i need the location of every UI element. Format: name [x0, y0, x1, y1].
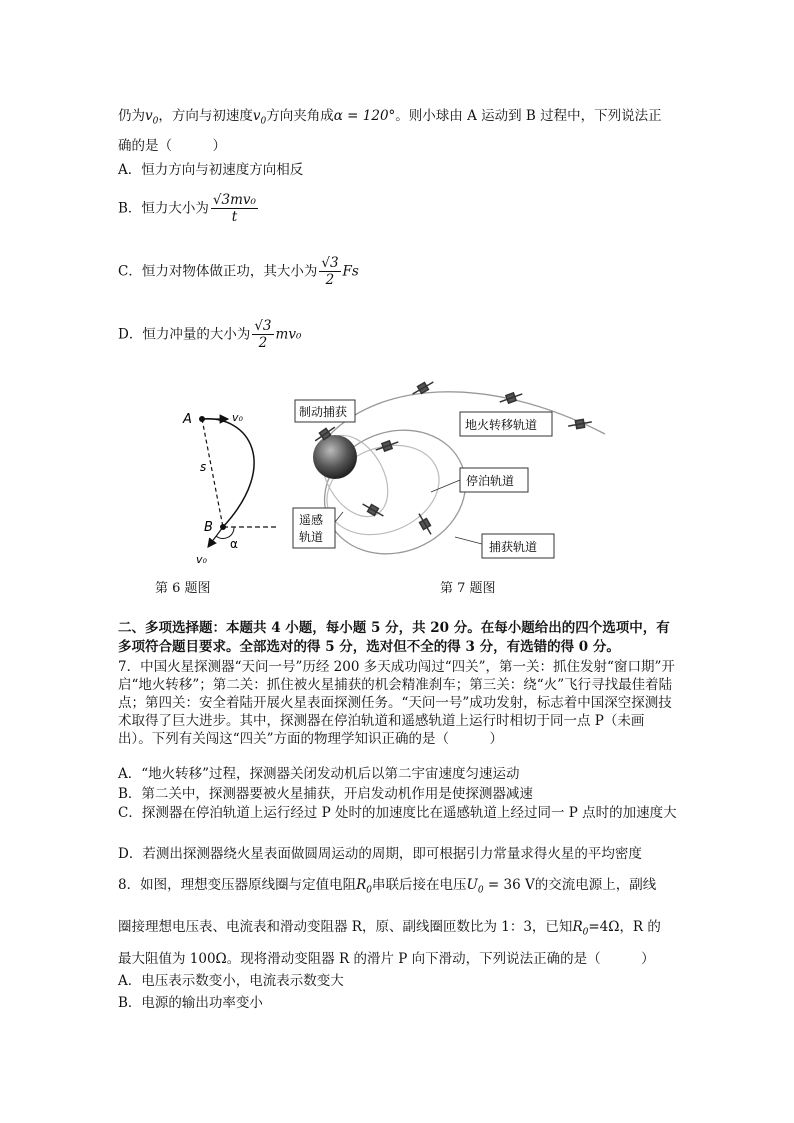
q8-line1-mid: 串联后接在电压	[372, 877, 467, 893]
fraction-numerator: √3	[321, 255, 339, 271]
r0-symbol-2: $R_0$	[572, 919, 589, 938]
fraction-denominator: t	[231, 209, 238, 225]
q8-option-a: A．电压表示数变小，电流表示数变大	[118, 973, 344, 989]
mars-planet	[313, 435, 357, 479]
label-brake: 制动捕获	[299, 405, 348, 419]
figure-6-caption: 第 6 题图	[155, 581, 211, 596]
q6-stem-mid2: 方向夹角成	[266, 108, 334, 124]
q6-alpha-value: α = 120°	[333, 108, 396, 124]
u0-value: = 36 V	[483, 877, 535, 893]
pointer-line	[431, 480, 460, 492]
q6-option-b-fraction	[211, 192, 258, 225]
label-b: B	[204, 520, 213, 535]
q6-option-c-post: Fs	[342, 263, 359, 280]
section2-heading-line2: 多项符合题目要求。全部选对的得 5 分，选对但不全的得 3 分，有选错的得 0 分。	[118, 639, 620, 655]
q7-option-a: A．“地火转移”过程，探测器关闭发动机后以第二宇宙速度匀速运动	[118, 766, 520, 782]
trajectory-curve	[202, 419, 254, 527]
q6-stem-post: 。则小球由 A 运动到 B 过程中，下列说法正	[395, 108, 662, 124]
label-parking: 停泊轨道	[466, 474, 515, 488]
section2-heading-line1: 二、多项选择题：本题共 4 小题，每小题 5 分，共 20 分。在每小题给出的四个选项中，有	[118, 620, 670, 636]
r0-value: =4Ω	[588, 919, 620, 935]
label-alpha: α	[230, 537, 238, 551]
fraction-denominator: 2	[258, 335, 268, 351]
q6-option-b-text: B．恒力大小为	[118, 200, 209, 217]
q6-option-c-fraction	[319, 255, 340, 288]
label-capture: 捕获轨道	[489, 540, 538, 554]
r0-symbol: $R_0$	[356, 877, 372, 896]
q6-option-d-post: mv₀	[275, 326, 302, 343]
q6-stem-line2: 确的是（ ）	[118, 138, 226, 154]
q8-line2-pre: 圈接理想电压表、电流表和滑动变阻器 R，原、副线圈匝数比为 1：3，已知	[118, 919, 573, 935]
label-v0-top: v₀	[232, 411, 243, 424]
fraction-numerator: √3	[254, 318, 272, 334]
q6-stem-line1	[118, 107, 662, 131]
q6-stem-mid: ，方向与初速度	[158, 108, 253, 124]
q8-line2-post: ，R 的	[619, 919, 661, 935]
label-transfer: 地火转移轨道	[465, 418, 538, 432]
q8-line1-post: 的交流电源上，副线	[534, 877, 657, 893]
label-remote-1: 遥感	[299, 513, 324, 527]
fraction-denominator: 2	[325, 272, 335, 288]
q8-stem-line3: 最大阻值为 100Ω。现将滑动变阻器 R 的滑片 P 向下滑动，下列说法正确的是（ ）	[118, 951, 655, 967]
q6-option-c	[118, 255, 359, 288]
label-remote-2: 轨道	[299, 530, 324, 544]
figure-7-caption: 第 7 题图	[440, 581, 496, 596]
u0-symbol: $U_0$	[466, 877, 484, 896]
q7-option-c: C．探测器在停泊轨道上运行经过 P 处时的加速度比在遥感轨道上经过同一 P 点时的加速度大	[118, 805, 677, 821]
figure-7	[285, 372, 615, 572]
label-v0-bottom: v₀	[196, 553, 207, 566]
fraction-numerator: √3mv₀	[212, 192, 256, 208]
q7-option-d: D．若测出探测器绕火星表面做圆周运动的周期，即可根据引力常量求得火星的平均密度	[118, 846, 642, 862]
q8-line1-pre: 8．如图，理想变压器原线圈与定值电阻	[118, 877, 357, 893]
figure-6	[170, 395, 290, 570]
q6-option-d	[118, 318, 301, 351]
pointer-line	[455, 537, 482, 544]
q6-option-d-fraction	[252, 318, 273, 351]
pointer-line	[335, 512, 343, 522]
v0-symbol: $v_0$	[145, 108, 159, 127]
q6-option-a: A．恒力方向与初速度方向相反	[118, 162, 304, 178]
label-a: A	[183, 412, 192, 427]
q6-option-c-text: C．恒力对物体做正功，其大小为	[118, 263, 318, 280]
point-b	[220, 524, 226, 530]
q6-option-b	[118, 192, 260, 225]
q7-stem: 7．中国火星探测器“天问一号”历经 200 多天成功闯过“四关”，第一关：抓住发射“窗口期”开启“地火转移”；第二关：抓住被火星捕获的机会精准刹车；第三关：绕“火”飞行寻找最佳着陆点；第四关：安全着陆开展火星表面探测任务。“天问一号”成功发射，标志着中国深空探测技术取得了巨大进步。其中，探测器在停泊轨道和遥感轨道上运行时相切于同一点 P（未画出）。下列有关闯这“四关”方面的物理学知识正确的是（ ）	[118, 659, 675, 747]
point-a	[199, 416, 205, 422]
q7-option-b: B．第二关中，探测器要被火星捕获，开启发动机作用是使探测器减速	[118, 786, 533, 802]
v0-symbol-2: $v_0$	[252, 108, 267, 127]
q8-stem-line1	[118, 876, 656, 900]
label-s: s	[200, 460, 207, 474]
q8-option-b: B．电源的输出功率变小	[118, 995, 263, 1011]
q8-stem-line2	[118, 918, 661, 942]
q6-option-d-text: D．恒力冲量的大小为	[118, 326, 251, 343]
q6-stem-pre: 仍为	[118, 108, 145, 124]
